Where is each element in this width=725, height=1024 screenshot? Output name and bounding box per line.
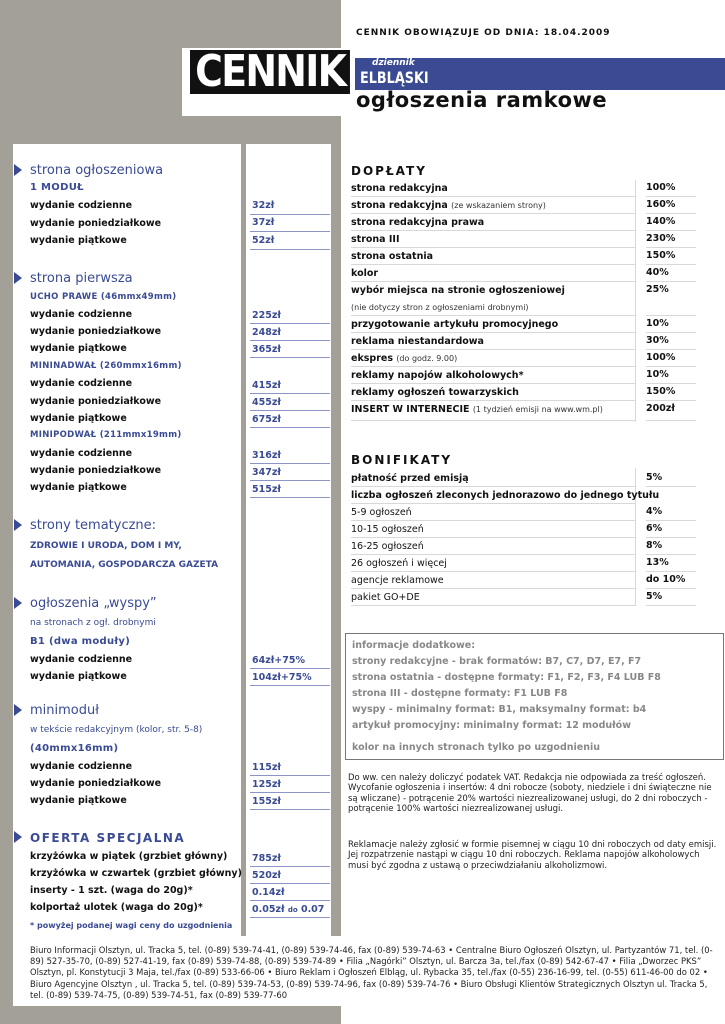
divider: [646, 213, 696, 214]
discount-value: 4%: [646, 506, 663, 517]
surcharge-value: 150%: [646, 386, 676, 397]
divider: [250, 357, 330, 358]
themed-pages-line: ZDROWIE I URODA, DOM I MY,: [30, 541, 182, 551]
divider: [351, 537, 635, 538]
divider: [646, 383, 696, 384]
price-row-label: wydanie codzienne: [30, 378, 133, 389]
surcharge-label: strona redakcyjna (ze wskazaniem strony): [351, 200, 546, 211]
column-divider: [635, 468, 636, 606]
section-title-strona-pierwsza: strona pierwsza: [30, 271, 133, 286]
section-title-minimodul: minimoduł: [30, 703, 99, 718]
info-line: kolor na innych stronach tylko po uzgodnieniu: [352, 742, 600, 753]
surcharge-label: przygotowanie artykułu promocyjnego: [351, 319, 559, 330]
price-value: 0.14zł: [252, 887, 285, 898]
divider: [646, 554, 696, 555]
divider: [646, 332, 696, 333]
divider: [250, 497, 330, 498]
section-title-strona-ogloszeniowa: strona ogłoszeniowa: [30, 163, 164, 178]
price-value: 64zł+75%: [252, 655, 305, 666]
divider: [250, 775, 330, 776]
price-column-panel: [246, 144, 331, 936]
section-title-strony-tematyczne: strony tematyczne:: [30, 518, 157, 533]
surcharge-value: 230%: [646, 233, 676, 244]
divider: [646, 420, 696, 421]
section-note: w tekście redakcyjnym (kolor, str. 5-8): [30, 725, 203, 735]
divider: [646, 315, 696, 316]
section-bullet-icon: [14, 597, 22, 609]
divider: [351, 281, 635, 282]
valid-from-date: CENNIK OBOWIĄZUJE OD DNIA: 18.04.2009: [356, 28, 611, 38]
price-value: 37zł: [252, 217, 275, 228]
section-subtitle: (40mmx16mm): [30, 743, 119, 754]
surcharge-value: 40%: [646, 267, 669, 278]
price-row-label: wydanie poniedziałkowe: [30, 396, 162, 407]
divider: [250, 685, 330, 686]
surcharge-label: strona ostatnia: [351, 251, 433, 262]
discount-value: do 10%: [646, 574, 686, 585]
surcharge-label: ekspres (do godz. 9.00): [351, 353, 458, 364]
price-row-label: wydanie codzienne: [30, 200, 133, 211]
surcharge-value: 150%: [646, 250, 676, 261]
divider: [646, 520, 696, 521]
price-value: 455zł: [252, 397, 281, 408]
divider: [250, 393, 330, 394]
left-price-panel: [13, 144, 241, 936]
section-bullet-icon: [14, 272, 22, 284]
price-value: 347zł: [252, 467, 281, 478]
surcharge-label: reklamy ogłoszeń towarzyskich: [351, 387, 519, 398]
surcharge-label: reklama niestandardowa: [351, 336, 484, 347]
info-line: artykuł promocyjny: minimalny format: 12 modułów: [352, 720, 631, 731]
info-heading: informacje dodatkowe:: [352, 640, 475, 651]
divider: [646, 247, 696, 248]
section-subtitle: MINIPODWAŁ (211mmx19mm): [30, 430, 182, 440]
price-value: 115zł: [252, 762, 281, 773]
divider: [250, 214, 330, 215]
surcharge-value: 10%: [646, 318, 669, 329]
divider: [351, 264, 635, 265]
surcharge-label: wybór miejsca na stronie ogłoszeniowej: [351, 285, 565, 296]
surcharge-value: 140%: [646, 216, 676, 227]
divider: [351, 400, 635, 401]
divider: [646, 400, 696, 401]
footer-contacts: Biuro Informacji Olsztyn, ul. Tracka 5, tel. (0-89) 539-74-41, (0-89) 539-74-46, fax (0-89) 539-74-63 • Centralne Biuro Ogłoszeń Olsztyn, ul. Partyzantów 71, tel. (0-89) 527-35-70, (0-89) 527-41-19, fax (0-89) 539-74-88, (0-89) 539-74-89 • Filia „Nagórki” Olsztyn, ul. Barcza 3a, tel./fax (0-89) 542-67-47 • Filia „Dworzec PKS” Olsztyn, pl. Konstytucji 3 Maja, tel./fax (0-89) 533-66-06 • Biuro Reklam i Ogłoszeń Elbląg, ul. Rybacka 35, tel./fax (0-55) 236-16-99, tel. (0-55) 611-46-00 do 02 • Biuro Agencyjne Olsztyn , ul. Tracka 5, tel. (0-89) 539-74-53, (0-89) 539-74-96, fax (0-89) 539-74-76 • Biuro Obsługi Klientów Strategicznych Olsztyn ul. Tracka 5, tel. (0-89) 539-74-75, (0-89) 539-74-51, fax (0-89) 539-77-60: [30, 945, 713, 1000]
surcharge-value: 10%: [646, 369, 669, 380]
price-value: 32zł: [252, 200, 275, 211]
page-subtitle: ogłoszenia ramkowe: [356, 88, 608, 112]
price-row-label: kolportaż ulotek (waga do 20g)*: [30, 902, 203, 913]
price-value: 125zł: [252, 779, 281, 790]
weight-footnote: * powyżej podanej wagi ceny do uzgodnienia: [30, 921, 233, 930]
divider: [351, 315, 635, 316]
divider: [646, 588, 696, 589]
price-row-label: wydanie piątkowe: [30, 343, 127, 354]
surcharge-value: 30%: [646, 335, 669, 346]
divider: [646, 281, 696, 282]
price-value-range: 0.05zł do 0.07: [252, 904, 325, 915]
info-line: strony redakcyjne - brak formatów: B7, C7, D7, E7, F7: [352, 656, 642, 667]
bonifikaty-heading: BONIFIKATY: [351, 453, 453, 467]
surcharge-value: 100%: [646, 182, 676, 193]
surcharge-value: 25%: [646, 284, 669, 295]
surcharge-value: 160%: [646, 199, 676, 210]
divider: [351, 332, 635, 333]
section-bullet-icon: [14, 519, 22, 531]
divider: [250, 231, 330, 232]
price-row-label: wydanie piątkowe: [30, 413, 127, 424]
divider: [351, 420, 635, 421]
divider: [351, 213, 635, 214]
divider: [351, 605, 635, 606]
divider: [646, 230, 696, 231]
discount-label: 26 ogłoszeń i więcej: [351, 558, 447, 569]
divider: [250, 900, 330, 901]
divider: [351, 366, 635, 367]
price-row-label: wydanie poniedziałkowe: [30, 218, 162, 229]
divider: [351, 554, 635, 555]
divider: [351, 196, 635, 197]
divider: [646, 349, 696, 350]
section-bullet-icon: [14, 831, 22, 843]
brand-dziennik: dziennik: [372, 58, 415, 68]
divider: [351, 383, 635, 384]
divider: [646, 196, 696, 197]
price-row-label: wydanie poniedziałkowe: [30, 465, 162, 476]
divider: [351, 230, 635, 231]
discount-value: 13%: [646, 557, 669, 568]
discount-label: płatność przed emisją: [351, 473, 469, 484]
price-value: 248zł: [252, 327, 281, 338]
themed-pages-line: AUTOMANIA, GOSPODARCZA GAZETA: [30, 560, 219, 570]
divider: [351, 571, 635, 572]
divider: [250, 323, 330, 324]
price-row-label: wydanie codzienne: [30, 448, 133, 459]
divider: [250, 917, 330, 918]
surcharge-label: INSERT W INTERNECIE (1 tydzień emisji na www.wm.pl): [351, 404, 603, 415]
divider: [250, 340, 330, 341]
complaints-paragraph: Reklamacje należy zgłosić w formie pisemnej w ciągu 10 dni roboczych od daty emisji. Jej rozpatrzenie nastąpi w ciągu 10 dni roboczych. Reklama napojów alkoholowych musi być zgodna z ustawą o przeciwdziałaniu alkoholizmowi.: [348, 840, 717, 871]
divider: [250, 668, 330, 669]
price-value: 316zł: [252, 450, 281, 461]
price-row-label: wydanie piątkowe: [30, 671, 127, 682]
divider: [646, 486, 696, 487]
price-value: 415zł: [252, 380, 281, 391]
section-bullet-icon: [14, 704, 22, 716]
discount-value: 5%: [646, 591, 663, 602]
price-value: 785zł: [252, 853, 281, 864]
price-row-label: krzyżówka w piątek (grzbiet główny): [30, 851, 228, 862]
info-line: wyspy - minimalny format: B1, maksymalny format: b4: [352, 704, 647, 715]
section-subtitle: 1 MODUŁ: [30, 182, 84, 193]
price-value: 675zł: [252, 414, 281, 425]
price-row-label: wydanie codzienne: [30, 654, 133, 665]
price-value: 225zł: [252, 310, 281, 321]
divider: [250, 463, 330, 464]
surcharge-value: 100%: [646, 352, 676, 363]
divider: [646, 366, 696, 367]
divider: [351, 247, 635, 248]
surcharge-label: strona III: [351, 234, 400, 245]
price-row-label: wydanie poniedziałkowe: [30, 778, 162, 789]
surcharge-value: 200zł: [646, 403, 675, 414]
divider: [351, 503, 635, 504]
divider: [351, 349, 635, 350]
surcharge-label: kolor: [351, 268, 379, 279]
discount-value: 6%: [646, 523, 663, 534]
section-subtitle: MININADWAŁ (260mmx16mm): [30, 361, 182, 371]
price-row-label: krzyżówka w czwartek (grzbiet główny): [30, 868, 242, 879]
price-row-label: wydanie piątkowe: [30, 235, 127, 246]
price-value: 365zł: [252, 344, 281, 355]
divider: [351, 588, 635, 589]
discount-label: pakiet GO+DE: [351, 592, 420, 603]
section-subtitle: UCHO PRAWE (46mmx49mm): [30, 292, 177, 302]
divider: [646, 605, 696, 606]
divider: [250, 883, 330, 884]
divider: [250, 249, 330, 250]
section-bullet-icon: [14, 164, 22, 176]
divider: [250, 792, 330, 793]
surcharge-label: reklamy napojów alkoholowych*: [351, 370, 524, 381]
discount-label: 16-25 ogłoszeń: [351, 541, 424, 552]
doplaty-heading: DOPŁATY: [351, 164, 427, 178]
divider: [250, 866, 330, 867]
divider: [351, 520, 635, 521]
discount-label: 10-15 ogłoszeń: [351, 524, 424, 535]
divider: [250, 410, 330, 411]
discount-label: 5-9 ogłoszeń: [351, 507, 412, 518]
price-row-label: wydanie codzienne: [30, 761, 133, 772]
price-value: 155zł: [252, 796, 281, 807]
surcharge-label: strona redakcyjna: [351, 183, 448, 194]
info-line: strona III - dostępne formaty: F1 LUB F8: [352, 688, 568, 699]
section-title-oferta-specjalna: OFERTA SPECJALNA: [30, 831, 186, 845]
price-row-label: inserty - 1 szt. (waga do 20g)*: [30, 885, 193, 896]
price-row-label: wydanie piątkowe: [30, 795, 127, 806]
discount-value: 8%: [646, 540, 663, 551]
divider: [250, 427, 330, 428]
discount-label: liczba ogłoszeń zleconych jednorazowo do jednego tytułu: [351, 490, 660, 501]
price-row-label: wydanie poniedziałkowe: [30, 326, 162, 337]
discount-value: 5%: [646, 472, 663, 483]
vat-note-paragraph: Do ww. cen należy doliczyć podatek VAT. Redakcja nie odpowiada za treść ogłoszeń. Wycofanie ogłoszenia i insertów: 4 dni robocze (soboty, niedziele i dni świąteczne nie są wliczane) - potrącenie 20% wartości niezrealizowanej usługi, do 2 dni roboczych - potrącenie 100% wartości niezrealizowanej usługi.: [348, 773, 712, 815]
discount-label: agencje reklamowe: [351, 575, 444, 586]
divider: [646, 537, 696, 538]
section-note: na stronach z ogł. drobnymi: [30, 618, 156, 628]
price-row-label: wydanie piątkowe: [30, 482, 127, 493]
price-value: 52zł: [252, 235, 275, 246]
divider: [351, 486, 635, 487]
section-subtitle: B1 (dwa moduły): [30, 636, 131, 647]
info-line: strona ostatnia - dostępne formaty: F1, F2, F3, F4 LUB F8: [352, 672, 661, 683]
divider: [250, 480, 330, 481]
brand-elblaski: ELBLĄSKI: [360, 68, 429, 87]
surcharge-note: (nie dotyczy stron z ogłoszeniami drobnymi): [351, 303, 529, 312]
price-value: 520zł: [252, 870, 281, 881]
price-value: 515zł: [252, 484, 281, 495]
divider: [646, 571, 696, 572]
column-divider: [635, 180, 636, 422]
cennik-logo: CENNIK: [190, 50, 350, 94]
divider: [250, 809, 330, 810]
section-title-wyspy: ogłoszenia „wyspy”: [30, 596, 157, 611]
surcharge-label: strona redakcyjna prawa: [351, 217, 485, 228]
price-value: 104zł+75%: [252, 672, 312, 683]
price-row-label: wydanie codzienne: [30, 309, 133, 320]
divider: [646, 264, 696, 265]
